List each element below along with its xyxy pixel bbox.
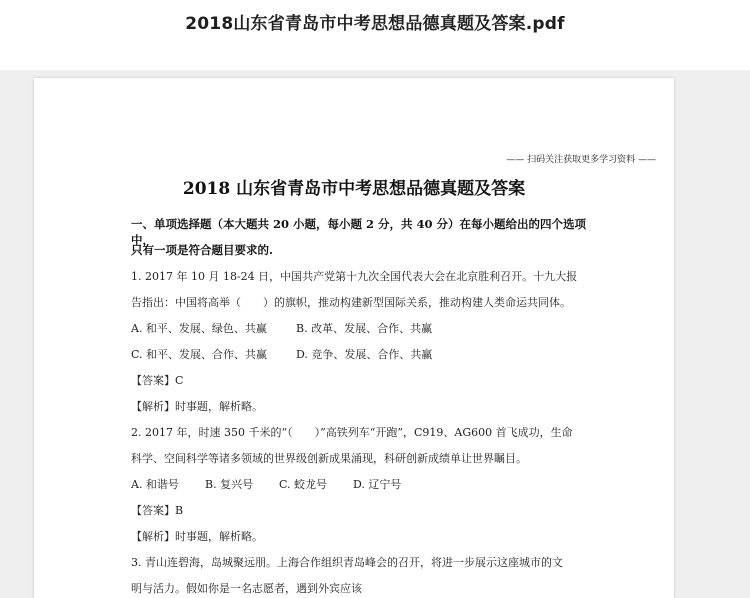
q2-line1: 2. 2017 年，时速 350 千米的“（ ）”高铁列车“开跑”，C919、AG600 首飞成功，生命	[131, 426, 573, 439]
document-title: 2018 山东省青岛市中考思想品德真题及答案	[182, 179, 526, 199]
q1-option-c: C. 和平、发展、合作、共赢	[131, 348, 268, 361]
q1-options-row1	[131, 320, 432, 336]
q2-line2: 科学、空间科学等诸多领域的世界级创新成果涌现，科研创新成绩单让世界瞩目。	[131, 452, 527, 465]
section-heading-line1: 一、单项选择题（本大题共 20 小题，每小题 2 分，共 40 分）在每小题给出的四个选项中，	[131, 217, 587, 247]
q2-option-b: B. 复兴号	[205, 478, 254, 491]
page-banner: —— 扫码关注获取更多学习资料 ——	[506, 155, 656, 165]
q2-option-c: C. 蛟龙号	[279, 478, 328, 491]
section-heading-line2: 只有一项是符合题目要求的.	[131, 243, 274, 257]
file-title: 2018山东省青岛市中考思想品德真题及答案.pdf	[185, 14, 565, 34]
q1-options-row2	[131, 346, 432, 362]
q1-option-b: B. 改革、发展、合作、共赢	[296, 322, 433, 335]
q2-option-d: D. 辽宁号	[353, 478, 402, 491]
q2-answer: 【答案】B	[131, 504, 184, 517]
q1-option-d: D. 竞争、发展、合作、共赢	[296, 348, 433, 361]
q1-line1: 1. 2017 年 10 月 18-24 日，中国共产党第十九次全国代表大会在北京胜利召开。十九大报	[131, 270, 578, 283]
q1-answer: 【答案】C	[131, 374, 184, 387]
q1-option-a: A. 和平、发展、绿色、共赢	[131, 322, 267, 335]
viewer-toolbar	[0, 0, 750, 70]
q1-analysis: 【解析】时事题，解析略。	[131, 400, 263, 413]
q1-line2: 告指出：中国将高举（ ）的旗帜，推动构建新型国际关系，推动构建人类命运共同体。	[131, 296, 571, 309]
document-page	[34, 78, 674, 598]
q2-options	[131, 476, 401, 492]
q3-line1: 3. 青山连碧海，岛城聚远朋。上海合作组织青岛峰会的召开，将进一步展示这座城市的文	[131, 556, 563, 569]
q3-line2: 明与活力。假如你是一名志愿者，遇到外宾应该	[131, 582, 362, 595]
q2-analysis: 【解析】时事题，解析略。	[131, 530, 263, 543]
q2-option-a: A. 和谐号	[131, 478, 179, 491]
